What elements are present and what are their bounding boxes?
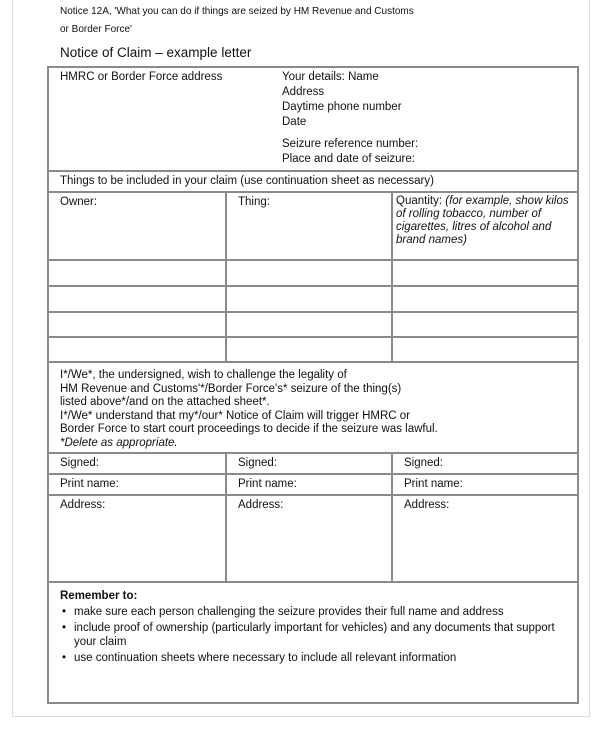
remember-list (60, 605, 566, 665)
your-name-label: Your details: Name (282, 71, 379, 83)
signed-field[interactable]: Signed: (392, 453, 578, 474)
quantity-field[interactable] (392, 260, 578, 286)
quantity-field[interactable] (392, 337, 578, 362)
quantity-field[interactable] (392, 312, 578, 337)
address-field[interactable]: Address: (392, 495, 578, 582)
list-item: • make sure each person challenging the seizure provides their full name and address (74, 605, 566, 619)
signed-field[interactable]: Signed: (226, 453, 392, 474)
signed-field[interactable]: Signed: (48, 453, 226, 474)
thing-header: Thing: (226, 192, 392, 260)
page-title: Notice of Claim – example letter (60, 45, 252, 60)
hmrc-address-label: HMRC or Border Force address (60, 71, 223, 83)
things-heading: Things to be included in your claim (use continuation sheet as necessary) (48, 171, 578, 192)
header-line: Notice 12A, 'What you can do if things are seized by HM Revenue and Customs (60, 6, 414, 17)
owner-field[interactable] (48, 337, 226, 362)
quantity-note: (for example, show kilos of rolling tobacco, number of cigarettes, litres of alcohol and brand names) (396, 195, 569, 246)
seizure-place-label: Place and date of seizure: (282, 153, 415, 165)
declaration-cell (48, 362, 578, 453)
your-address-label: Address (282, 86, 325, 98)
address-field[interactable]: Address: (226, 495, 392, 582)
date-label: Date (282, 116, 307, 128)
seizure-ref-label: Seizure reference number: (282, 138, 419, 150)
owner-header: Owner: (48, 192, 226, 260)
quantity-label: Quantity: (396, 195, 443, 207)
owner-field[interactable] (48, 312, 226, 337)
quantity-header (392, 192, 578, 260)
print-name-field[interactable]: Print name: (226, 474, 392, 495)
list-item: • include proof of ownership (particularly important for vehicles) and any documents that support your claim (74, 621, 566, 649)
thing-field[interactable] (226, 286, 392, 312)
address-cell (48, 67, 578, 171)
print-name-field[interactable]: Print name: (392, 474, 578, 495)
declaration-line: listed above*/and on the attached sheet*. (60, 396, 270, 408)
address-field[interactable]: Address: (48, 495, 226, 582)
thing-field[interactable] (226, 337, 392, 362)
document-header (60, 3, 530, 39)
remember-title: Remember to: (60, 590, 138, 602)
print-name-field[interactable]: Print name: (48, 474, 226, 495)
remember-cell (48, 582, 578, 703)
list-item: • use continuation sheets where necessary to include all relevant information (74, 651, 566, 665)
thing-field[interactable] (226, 312, 392, 337)
delete-note: *Delete as appropriate. (60, 436, 178, 449)
phone-label: Daytime phone number (282, 101, 402, 113)
declaration-line: I*/We*, the undersigned, wish to challenge the legality of (60, 369, 347, 381)
claim-form-table (47, 66, 579, 704)
declaration-line: Border Force to start court proceedings to decide if the seizure was lawful. (60, 423, 438, 435)
quantity-field[interactable] (392, 286, 578, 312)
header-line: or Border Force' (60, 24, 132, 35)
declaration-line: I*/We* understand that my*/our* Notice of Claim will trigger HMRC or (60, 409, 411, 422)
declaration-line: HM Revenue and Customs'*/Border Force's* seizure of the thing(s) (60, 382, 402, 395)
owner-field[interactable] (48, 286, 226, 312)
owner-field[interactable] (48, 260, 226, 286)
thing-field[interactable] (226, 260, 392, 286)
